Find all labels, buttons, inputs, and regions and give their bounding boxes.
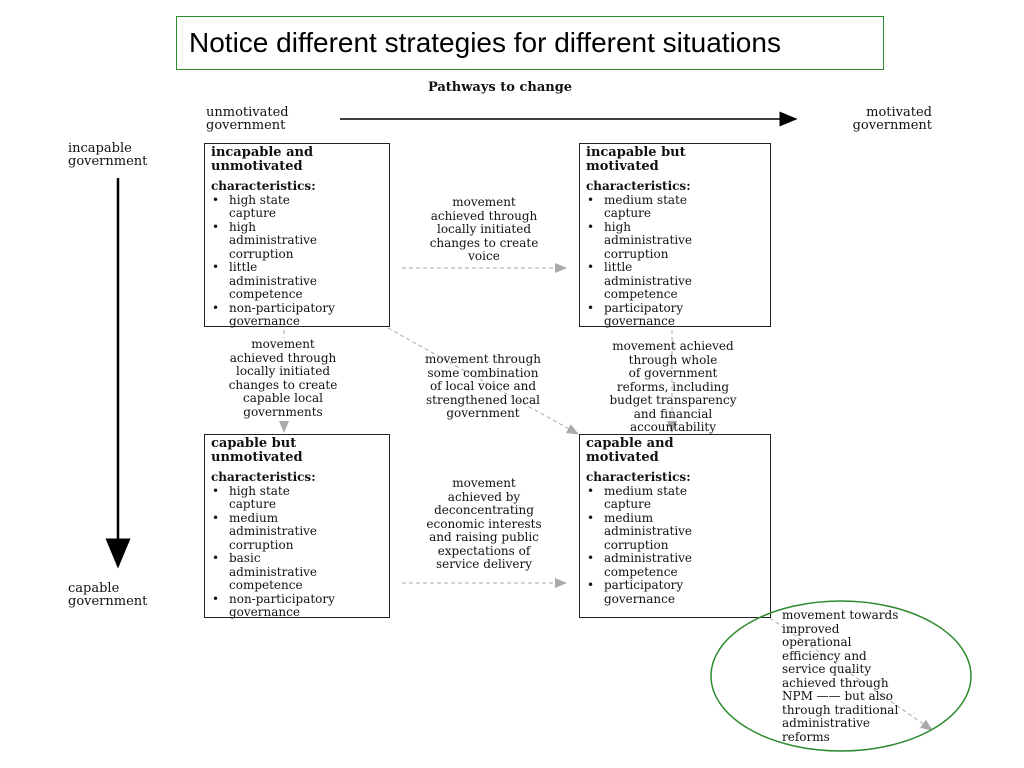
characteristics-list xyxy=(211,194,383,329)
list-item: • basic administrative competence xyxy=(211,552,383,593)
axis-label-incapable: incapable government xyxy=(68,141,148,169)
list-item: • medium administrative corruption xyxy=(586,512,764,553)
characteristics-label: characteristics: xyxy=(211,179,316,193)
characteristics-list xyxy=(586,194,764,329)
list-item: • participatory governance xyxy=(586,302,764,329)
list-item: • medium state capture xyxy=(586,485,764,512)
axis-label-capable: capable government xyxy=(68,581,148,609)
box-heading: capable and motivated xyxy=(586,436,674,465)
list-item: • high administrative corruption xyxy=(586,221,764,262)
list-item: • non-participatory governance xyxy=(211,302,383,329)
box-capable-motivated xyxy=(579,434,771,618)
movement-right-vertical: movement achieved through whole of government reforms, including budget transparency and financial accountability xyxy=(609,339,737,434)
list-item: • participatory governance xyxy=(586,579,764,606)
slide-title: Notice different strategies for different situations xyxy=(176,16,884,70)
box-heading: incapable and unmotivated xyxy=(211,145,314,174)
axis-label-motivated: motivated government xyxy=(852,105,932,133)
box-capable-unmotivated xyxy=(204,434,390,618)
characteristics-list xyxy=(211,485,383,620)
characteristics-label: characteristics: xyxy=(586,179,691,193)
box-heading: capable but unmotivated xyxy=(211,436,303,465)
characteristics-label: characteristics: xyxy=(211,470,316,484)
list-item: • little administrative competence xyxy=(586,261,764,302)
movement-diagonal: movement through some combination of local voice and strengthened local government xyxy=(425,352,541,420)
list-item: • high administrative corruption xyxy=(211,221,383,262)
list-item: • high state capture xyxy=(211,194,383,221)
list-item: • administrative competence xyxy=(586,552,764,579)
diagram-title: Pathways to change xyxy=(427,80,573,95)
list-item: • medium administrative corruption xyxy=(211,512,383,553)
list-item: • medium state capture xyxy=(586,194,764,221)
axis-label-unmotivated: unmotivated government xyxy=(206,105,289,133)
movement-left-vertical: movement achieved through locally initiated changes to create capable local governments xyxy=(200,338,366,419)
box-heading: incapable but motivated xyxy=(586,145,686,174)
characteristics-list xyxy=(586,485,764,607)
list-item: • high state capture xyxy=(211,485,383,512)
list-item: • little administrative competence xyxy=(211,261,383,302)
list-item: • non-participatory governance xyxy=(211,593,383,620)
movement-npm: movement towards improved operational efficiency and service quality achieved through NPM —— but also through traditional administrative reforms xyxy=(782,608,899,744)
box-incapable-unmotivated xyxy=(204,143,390,327)
characteristics-label: characteristics: xyxy=(586,470,691,484)
movement-bottom-horizontal: movement achieved by deconcentrating economic interests and raising public expectations of service delivery xyxy=(426,476,542,571)
movement-top-horizontal: movement achieved through locally initiated changes to create voice xyxy=(429,195,539,263)
box-incapable-motivated xyxy=(579,143,771,327)
